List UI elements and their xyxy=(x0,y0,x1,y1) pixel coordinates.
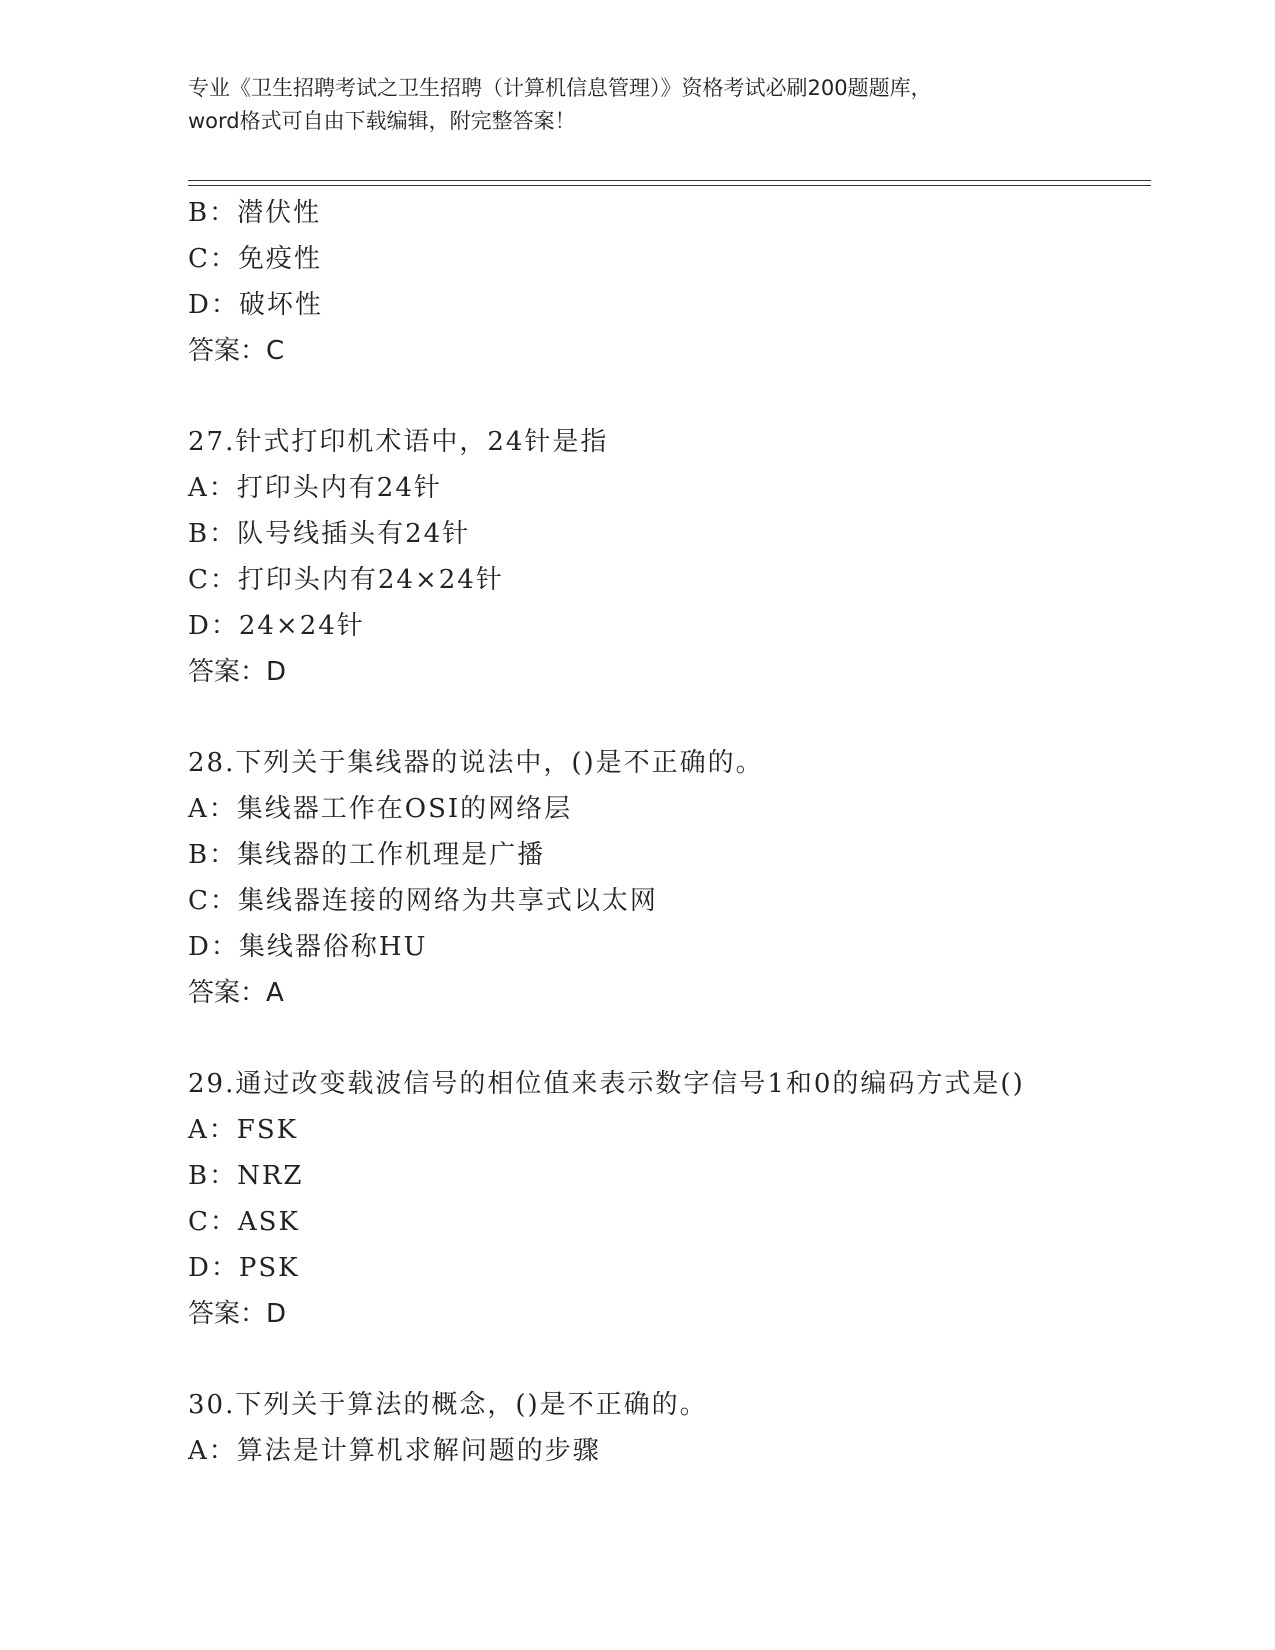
answer-line: 答案：A xyxy=(188,978,284,1008)
spacer xyxy=(188,1337,1148,1382)
option-d: D：破坏性 xyxy=(188,290,323,320)
option-c: C：打印头内有24×24针 xyxy=(188,565,504,595)
header-title-line-1: 专业《卫生招聘考试之卫生招聘（计算机信息管理）》资格考试必刷200题题库， xyxy=(188,76,932,100)
spacer xyxy=(188,1016,1148,1061)
header-divider-top xyxy=(188,180,1151,181)
document-header xyxy=(188,72,1088,138)
header-title-line-2: word格式可自由下载编辑，附完整答案！ xyxy=(188,109,576,133)
option-c: C：免疫性 xyxy=(188,244,322,274)
option-d: D：PSK xyxy=(188,1253,300,1283)
option-d: D：24×24针 xyxy=(188,611,365,641)
question-28 xyxy=(188,740,1148,1016)
option-c: C：集线器连接的网络为共享式以太网 xyxy=(188,886,658,916)
question-text: 30.下列关于算法的概念，()是不正确的。 xyxy=(188,1390,708,1420)
option-d: D：集线器俗称HU xyxy=(188,932,428,962)
spacer xyxy=(188,374,1148,419)
question-30 xyxy=(188,1382,1148,1474)
question-29 xyxy=(188,1061,1148,1337)
question-27 xyxy=(188,419,1148,695)
option-b: B：潜伏性 xyxy=(188,198,322,228)
answer-line: 答案：D xyxy=(188,657,287,687)
option-b: B：队号线插头有24针 xyxy=(188,519,471,549)
answer-line: 答案：C xyxy=(188,336,285,366)
question-text: 27.针式打印机术语中，24针是指 xyxy=(188,427,609,457)
spacer xyxy=(188,695,1148,740)
option-a: A：算法是计算机求解问题的步骤 xyxy=(188,1436,601,1466)
option-b: B：NRZ xyxy=(188,1161,304,1191)
question-26 xyxy=(188,190,1148,374)
option-a: A：打印头内有24针 xyxy=(188,473,442,503)
option-a: A：FSK xyxy=(188,1115,299,1145)
answer-line: 答案：D xyxy=(188,1299,287,1329)
question-text: 28.下列关于集线器的说法中，()是不正确的。 xyxy=(188,748,764,778)
option-b: B：集线器的工作机理是广播 xyxy=(188,840,546,870)
header-divider-bottom xyxy=(188,185,1151,186)
option-a: A：集线器工作在OSI的网络层 xyxy=(188,794,573,824)
question-text: 29.通过改变载波信号的相位值来表示数字信号1和0的编码方式是() xyxy=(188,1069,1025,1099)
question-list xyxy=(188,190,1148,1474)
option-c: C：ASK xyxy=(188,1207,300,1237)
